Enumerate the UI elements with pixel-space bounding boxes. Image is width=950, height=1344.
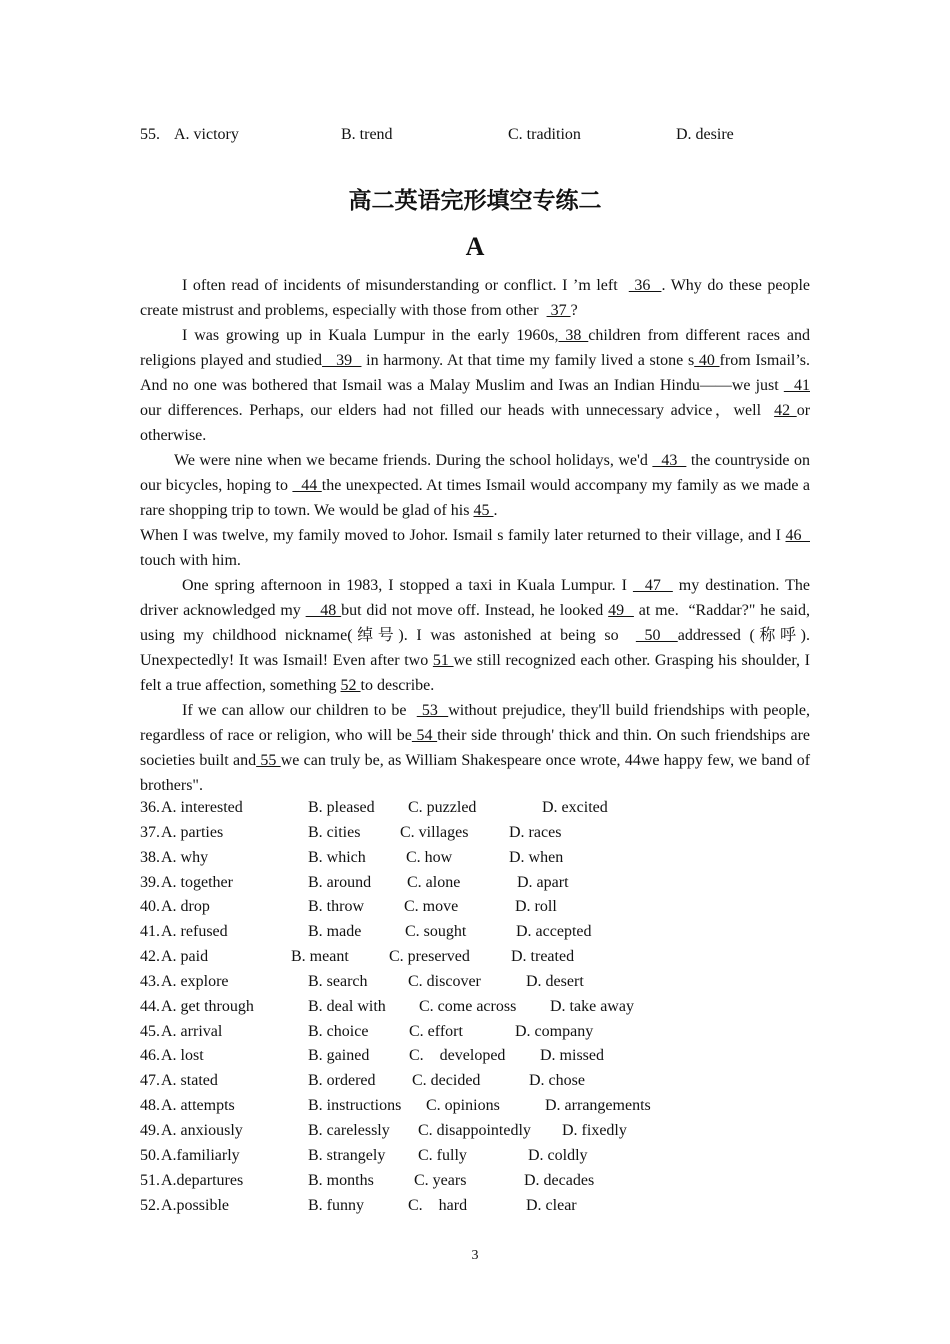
question-number: 47. <box>140 1072 160 1090</box>
option-d: D. chose <box>529 1072 585 1090</box>
option-c: C. how <box>406 848 453 866</box>
question-row <box>140 970 820 995</box>
passage-paragraph: I often read of incidents of misunderstanding or conflict. I ’m left 36 . Why do these people create mistrust and problems, especially with those from other 37 ? <box>140 277 810 319</box>
question-number: 49. <box>140 1121 160 1139</box>
question-number: 43. <box>140 972 160 990</box>
question-row <box>140 895 820 920</box>
question-row <box>140 1144 820 1169</box>
option-b: B. meant <box>291 948 349 966</box>
option-b: B. instructions <box>308 1097 402 1115</box>
question-row <box>140 1169 820 1194</box>
option-d: D. arrangements <box>545 1097 651 1115</box>
option-c: C. alone <box>407 873 461 891</box>
question-list <box>140 796 820 1218</box>
passage-paragraph: If we can allow our children to be 53 without prejudice, they'll build friendships with people, regardless of race or religion, who will be 54 their side through' thick and thin. On such friendships are societies built and 55 we can truly be, as William Shakespeare once wrote, 44we happy few, we band of brothers". <box>140 702 811 794</box>
question-number: 37. <box>140 823 160 841</box>
option-a: A. victory <box>174 126 239 143</box>
option-a: A. arrival <box>161 1022 223 1040</box>
option-b: B. search <box>308 972 368 990</box>
page-number: 3 <box>471 1248 479 1263</box>
option-a: A. get through <box>161 997 254 1015</box>
question-row <box>140 995 820 1020</box>
option-d: D. clear <box>526 1196 577 1214</box>
option-d: D. accepted <box>516 923 592 941</box>
question-row <box>140 796 820 821</box>
option-b: B. ordered <box>308 1072 376 1090</box>
question-number: 41. <box>140 923 160 941</box>
question-number: 44. <box>140 997 160 1015</box>
question-row <box>140 1020 820 1045</box>
option-d: D. apart <box>517 873 569 891</box>
question-number: 40. <box>140 898 160 916</box>
passage-paragraph: We were nine when we became friends. During the school holidays, we'd 43 the countryside on our bicycles, hoping to 44 the unexpected. At times Ismail would accompany my family as we made a rare shopping trip to town. We would be glad of his 45 . <box>140 452 811 519</box>
question-row <box>140 1119 820 1144</box>
option-c: C. decided <box>412 1072 481 1090</box>
option-d: D. missed <box>540 1047 604 1065</box>
option-a: A. paid <box>161 948 209 966</box>
option-b: B. made <box>308 923 362 941</box>
question-number: 50. <box>140 1146 160 1164</box>
option-b: B. months <box>308 1171 374 1189</box>
option-b: B. around <box>308 873 372 891</box>
question-number: 51. <box>140 1171 160 1189</box>
option-a: A. parties <box>161 823 224 841</box>
question-number: 45. <box>140 1022 160 1040</box>
option-b: B. funny <box>308 1196 364 1214</box>
option-c: C. tradition <box>508 126 581 143</box>
option-d: D. roll <box>515 898 557 916</box>
question-number: 52. <box>140 1196 160 1214</box>
option-b: B. deal with <box>308 997 386 1015</box>
option-d: D. desert <box>526 972 584 990</box>
option-a: A. together <box>161 873 233 891</box>
option-a: A. explore <box>161 972 229 990</box>
option-c: C. disappointedly <box>418 1121 531 1139</box>
option-a: A. attempts <box>161 1097 235 1115</box>
option-c: C. discover <box>408 972 481 990</box>
option-a: A. anxiously <box>161 1121 243 1139</box>
option-d: D. company <box>515 1022 594 1040</box>
question-row <box>140 945 820 970</box>
passage-paragraph: One spring afternoon in 1983, I stopped a taxi in Kuala Lumpur. I 47 my destination. The driver acknowledged my 48 but did not move off. Instead, he looked 49 at me. “Raddar?" he said, using my childhood nickname(绰号). I was astonished at being so 50 addressed (称呼). Unexpectedly! It was Ismail! Even after two 51 we still recognized each other. Grasping his shoulder, I felt a true affection, something 52 to describe. <box>140 577 810 694</box>
option-c: C. developed <box>409 1047 506 1065</box>
option-d: D. treated <box>511 948 575 966</box>
option-b: B. cities <box>308 823 361 841</box>
option-d: D. fixedly <box>562 1121 627 1139</box>
option-a: A. why <box>161 848 209 866</box>
question-number: 39. <box>140 873 160 891</box>
question-row <box>140 1194 820 1219</box>
option-a: A.possible <box>161 1196 229 1214</box>
option-d: D. coldly <box>528 1146 588 1164</box>
option-c: C. effort <box>409 1022 463 1040</box>
question-row <box>140 846 820 871</box>
option-a: A.departures <box>161 1171 244 1189</box>
question-row <box>140 920 820 945</box>
question-number: 46. <box>140 1047 160 1065</box>
option-c: C. preserved <box>389 948 470 966</box>
option-a: A. drop <box>161 898 210 916</box>
option-a: A. refused <box>161 923 228 941</box>
option-a: A.familiarly <box>161 1146 240 1164</box>
option-b: B. which <box>308 848 366 866</box>
option-d: D. when <box>509 848 564 866</box>
option-c: C. opinions <box>426 1097 500 1115</box>
option-b: B. trend <box>341 126 393 143</box>
question-number: 48. <box>140 1097 160 1115</box>
question-row <box>140 1094 820 1119</box>
question-55-row <box>140 126 820 148</box>
option-d: D. decades <box>524 1171 595 1189</box>
option-a: A. lost <box>161 1047 204 1065</box>
option-c: C. hard <box>408 1196 468 1214</box>
option-b: B. choice <box>308 1022 369 1040</box>
option-a: A. stated <box>161 1072 218 1090</box>
passage-paragraph: I was growing up in Kuala Lumpur in the early 1960s, 38 children from different races and religions played and studied 39 in harmony. At that time my family lived a stone s 40 from Ismail’s. And no one was bothered that Ismail was a Malay Muslim and Iwas an Indian Hindu——we just 41 our differences. Perhaps, our elders had not filled our heads with unnecessary advice，well 42 or otherwise. <box>140 327 811 444</box>
question-number: 55. <box>140 126 160 143</box>
question-number: 42. <box>140 948 160 966</box>
question-row <box>140 871 820 896</box>
option-d: D. desire <box>676 126 734 143</box>
option-c: C. sought <box>405 923 467 941</box>
option-c: C. years <box>414 1171 467 1189</box>
option-b: B. gained <box>308 1047 370 1065</box>
question-number: 38. <box>140 848 160 866</box>
question-row <box>140 1044 820 1069</box>
question-row <box>140 821 820 846</box>
section-heading: A <box>465 232 485 261</box>
option-b: B. strangely <box>308 1146 386 1164</box>
page-title: 高二英语完形填空专练二 <box>348 188 602 214</box>
option-c: C. puzzled <box>408 799 477 816</box>
option-c: C. fully <box>418 1146 467 1164</box>
option-d: D. races <box>509 823 562 841</box>
option-d: D. take away <box>550 997 634 1015</box>
option-d: D. excited <box>542 799 608 816</box>
option-c: C. villages <box>400 823 469 841</box>
option-b: B. carelessly <box>308 1121 390 1139</box>
option-c: C. move <box>404 898 459 916</box>
question-number: 36. <box>140 799 160 816</box>
cloze-passage <box>140 273 810 798</box>
option-b: B. pleased <box>308 799 375 816</box>
question-row <box>140 1069 820 1094</box>
option-c: C. come across <box>419 997 517 1015</box>
option-a: A. interested <box>161 799 243 816</box>
passage-paragraph: When I was twelve, my family moved to Johor. Ismail s family later returned to their village, and I 46 touch with him. <box>140 527 810 569</box>
option-b: B. throw <box>308 898 364 916</box>
